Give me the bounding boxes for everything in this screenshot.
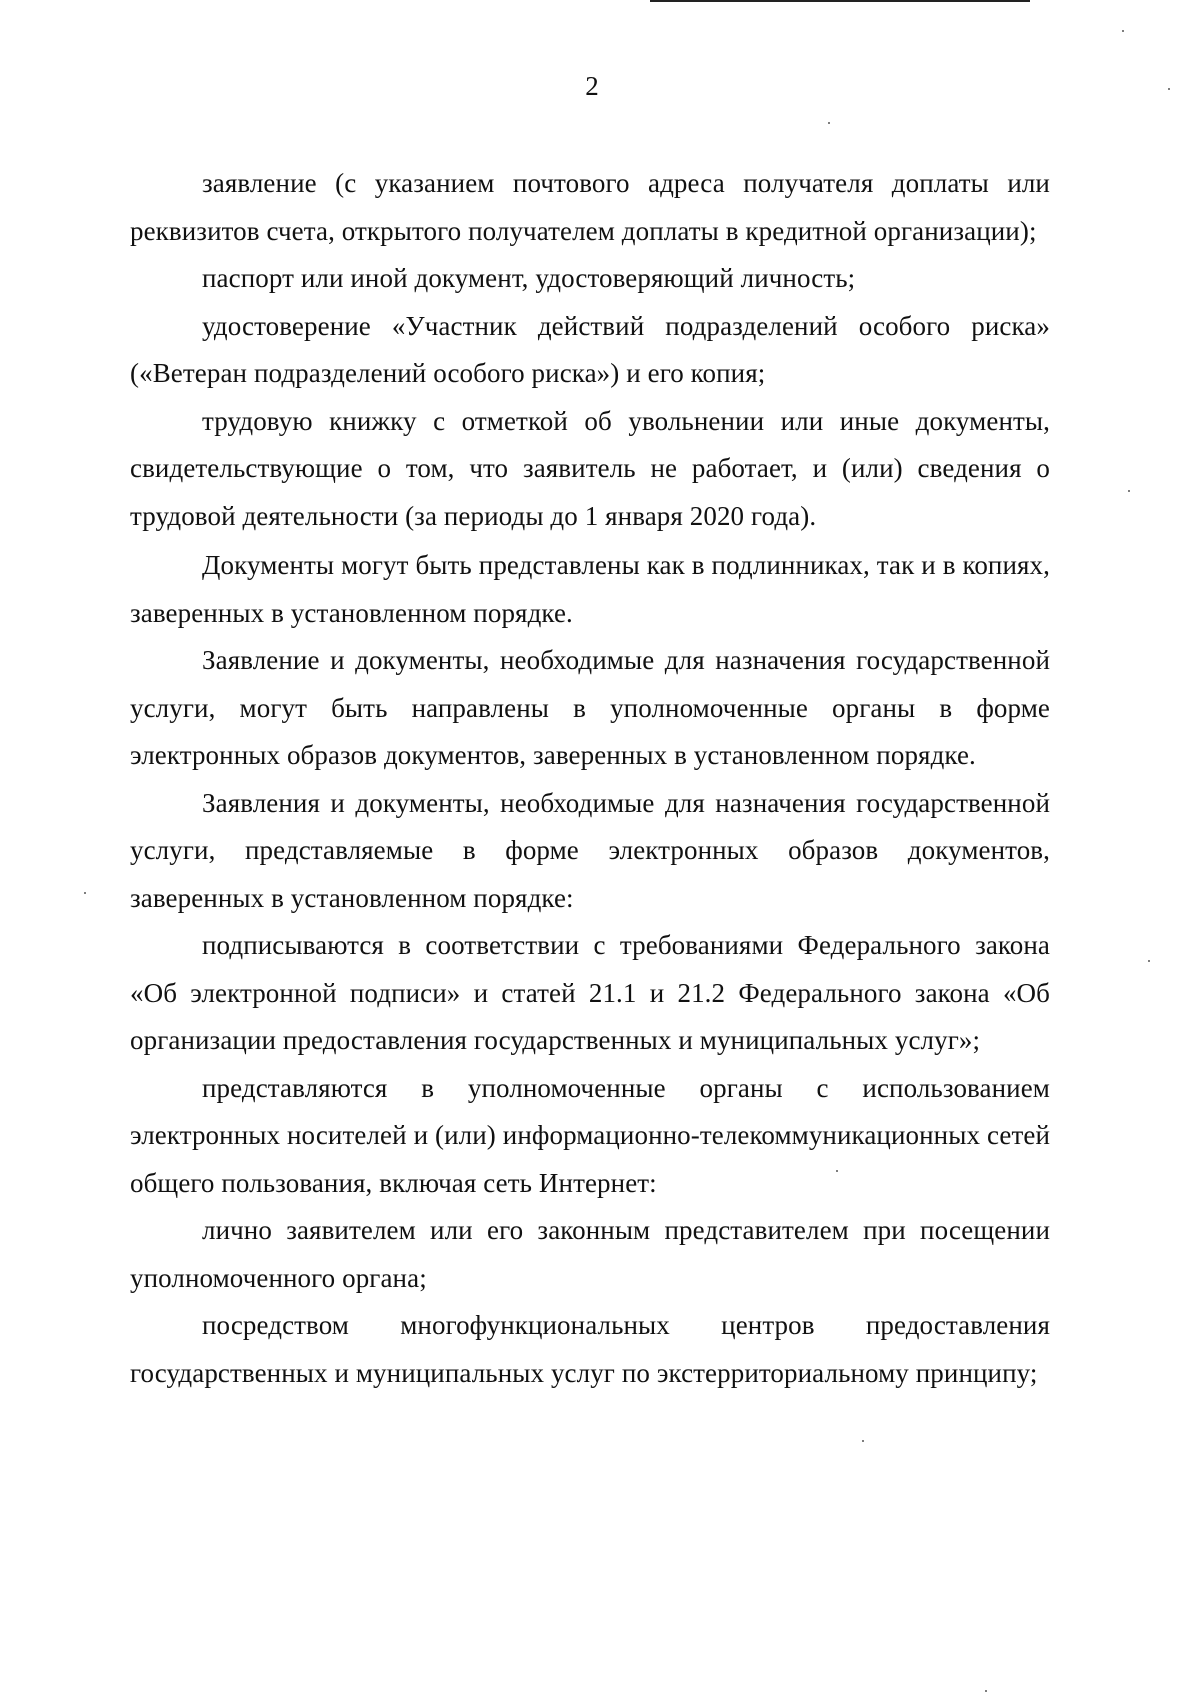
page-number: 2 — [585, 71, 599, 101]
scan-speck — [836, 1170, 838, 1172]
scan-speck — [1128, 490, 1130, 492]
paragraph-electronic-submission: Заявление и документы, необходимые для назначения государственной услуги, могут быть направлены в уполномоченные органы в форме электронных образов документов, заверенных в установленном порядке. — [130, 645, 1050, 770]
scan-speck — [862, 1440, 864, 1442]
scan-speck — [1122, 30, 1124, 32]
paragraph-mfc: посредством многофункциональных центров предоставления государственных и муниципальных услуг по экстерриториальному принципу; — [130, 1310, 1050, 1388]
paragraph-documents-originals: Документы могут быть представлены как в подлинниках, так и в копиях, заверенных в установленном порядке. — [130, 550, 1050, 628]
scan-speck — [985, 1690, 987, 1692]
scan-speck — [1168, 88, 1170, 90]
paragraph-application: заявление (с указанием почтового адреса получателя доплаты или реквизитов счета, открытого получателем доплаты в кредитной организации); — [130, 168, 1050, 246]
paragraph-employment-record: трудовую книжку с отметкой об увольнении или иные документы, свидетельствующие о том, что заявитель не работает, и (или) сведения о трудовой деятельности (за периоды до 1 января 2020 года). — [130, 405, 1050, 531]
paragraph-in-person: лично заявителем или его законным представителем при посещении уполномоченного органа; — [130, 1215, 1050, 1293]
scan-speck — [1148, 960, 1150, 962]
scan-speck — [84, 892, 86, 894]
paragraph-submission-channels: представляются в уполномоченные органы с использованием электронных носителей и (или) информационно-телекоммуникационных сетей общего пользования, включая сеть Интернет: — [130, 1072, 1050, 1198]
scan-top-edge-line — [650, 0, 1030, 2]
paragraph-signature-requirements: подписываются в соответствии с требованиями Федерального закона «Об электронной подписи» и статей 21.1 и 21.2 Федерального закона «Об организации предоставления государственных и муниципальных услуг»; — [130, 930, 1050, 1055]
document-body — [130, 160, 1050, 1397]
paragraph-passport: паспорт или иной документ, удостоверяющий личность; — [202, 263, 856, 293]
paragraph-electronic-images: Заявления и документы, необходимые для назначения государственной услуги, представляемые в форме электронных образов документов, заверенных в установленном порядке: — [130, 787, 1050, 913]
scan-speck — [828, 122, 830, 124]
paragraph-certificate: удостоверение «Участник действий подразделений особого риска» («Ветеран подразделений особого риска») и его копия; — [130, 310, 1050, 388]
